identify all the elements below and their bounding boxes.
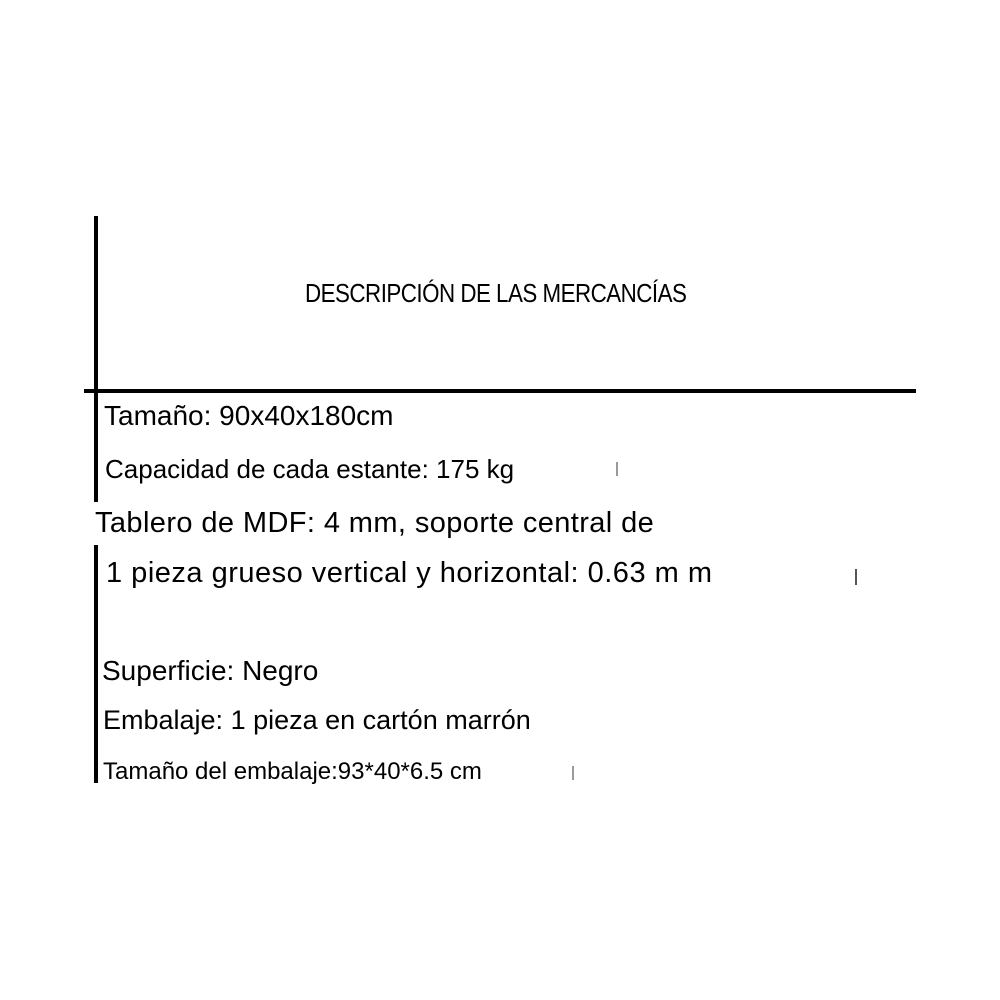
table-left-border-bottom [94,545,98,783]
text-cursor-mark [855,569,857,585]
spec-package-size: Tamaño del embalaje:93*40*6.5 cm [103,758,482,785]
table-left-border-top [94,216,98,502]
spec-thickness: 1 pieza grueso vertical y horizontal: 0.63 m m [106,557,713,589]
table-header-divider [84,389,916,393]
table-heading: DESCRIPCIÓN DE LAS MERCANCÍAS [305,278,687,308]
spec-surface: Superficie: Negro [102,655,319,686]
spec-packaging: Embalaje: 1 pieza en cartón marrón [103,705,531,735]
spec-board: Tablero de MDF: 4 mm, soporte central de [95,507,655,539]
spec-capacity: Capacidad de cada estante: 175 kg [105,454,515,484]
spec-size: Tamaño: 90x40x180cm [104,400,394,431]
text-cursor-mark [572,766,574,780]
text-cursor-mark [616,462,618,476]
